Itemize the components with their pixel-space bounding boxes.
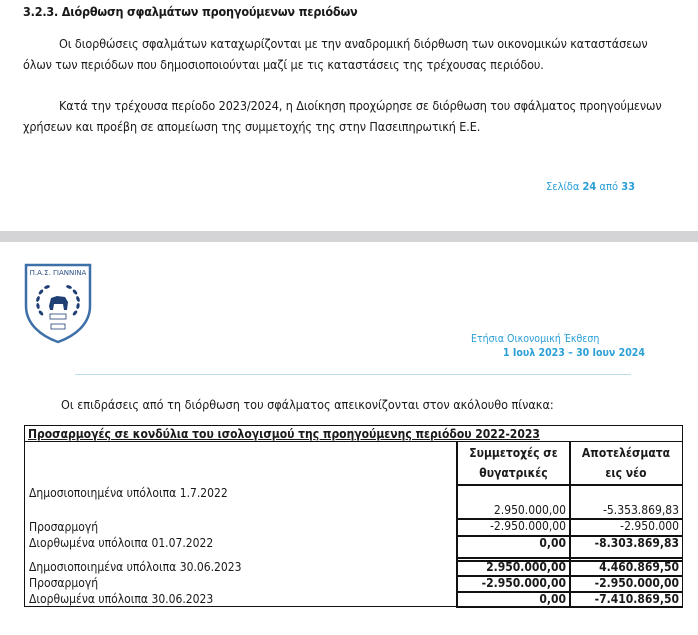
club-logo [23,262,93,344]
paragraph-error-corrections [23,33,663,75]
cell-participations: -2.950.000,00 [481,576,566,590]
row-label: Δημοσιοποιημένα υπόλοιπα 30.06.2023 [29,560,242,574]
cell-participations: 0,00 [539,536,566,550]
cell-retained: -5.353.869,83 [603,503,679,517]
row-line [456,606,683,608]
cell-retained: -2.950.000 [620,519,679,533]
report-period: 1 Ιουλ 2023 – 30 Ιουν 2024 [503,347,645,359]
cell-retained: -2.950.000,00 [594,576,679,590]
cell-retained: 4.460.869,50 [599,560,679,574]
cell-participations: 2.950.000,00 [486,560,566,574]
col-header-retained-line1: Αποτελέσματα [581,446,671,460]
cell-retained: -7.410.869,50 [594,592,679,606]
paragraph-1-text: Οι διορθώσεις σφαλμάτων καταχωρίζονται με την αναδρομική διόρθωση των οικονομικών καταστάσεων όλων των περιόδων που δημοσιοποιούνται μαζί με τις καταστάσεις της τρέχουσας περιόδου. [23,36,648,72]
page-number [546,180,635,193]
report-title: Ετήσια Οικονομική Έκθεση [471,333,600,345]
cell-participations: 0,00 [539,592,566,606]
col-header-retained-line2: εις νέο [605,466,647,480]
row-label: Προσαρμογή [29,576,99,590]
cell-participations: -2.950.000,00 [490,519,566,533]
svg-text:Π.Α.Σ. ΓΙΑΝΝΙΝΑ: Π.Α.Σ. ΓΙΑΝΝΙΝΑ [29,269,87,277]
paragraph-current-period [23,95,663,137]
current-page: 24 [582,180,597,193]
table-intro-text: Οι επιδράσεις από τη διόρθωση του σφάλματος απεικονίζονται στον ακόλουθο πίνακα: [61,397,554,412]
col-header-participations [457,443,570,483]
col-header-retained-earnings [570,443,682,483]
row-label: Δημοσιοποιημένα υπόλοιπα 1.7.2022 [29,486,228,500]
adjustments-table [24,425,683,607]
col-header-participations-line2: θυγατρικές [479,466,548,480]
total-pages: 33 [621,180,635,193]
header-divider [75,374,631,375]
row-label: Διορθωμένα υπόλοιπα 30.06.2023 [29,592,214,606]
cell-retained: -8.303.869,83 [594,536,679,550]
of-word: από [599,180,619,193]
page-word: Σελίδα [546,180,580,193]
row-label: Προσαρμογή [29,520,99,534]
cell-participations: 2.950.000,00 [493,503,566,517]
table-title: Προσαρμογές σε κονδύλια του ισολογισμού της προηγούμενης περιόδου 2022-2023 [28,427,540,441]
row-line [456,557,683,559]
row-label: Διορθωμένα υπόλοιπα 01.07.2022 [29,536,214,550]
row-line [456,484,683,486]
col-header-participations-line1: Συμμετοχές σε [469,446,558,460]
shield-logo-icon [23,262,93,344]
section-heading: 3.2.3. Διόρθωση σφαλμάτων προηγούμενων περιόδων [23,4,358,19]
page-separator [0,231,698,242]
paragraph-2-text: Κατά την τρέχουσα περίοδο 2023/2024, η Διοίκηση προχώρησε σε διόρθωση του σφάλματος προηγούμενων χρήσεων και προέβη σε απομείωση της συμμετοχής της στην Πασειπηρωτική Ε.Ε. [23,98,662,134]
